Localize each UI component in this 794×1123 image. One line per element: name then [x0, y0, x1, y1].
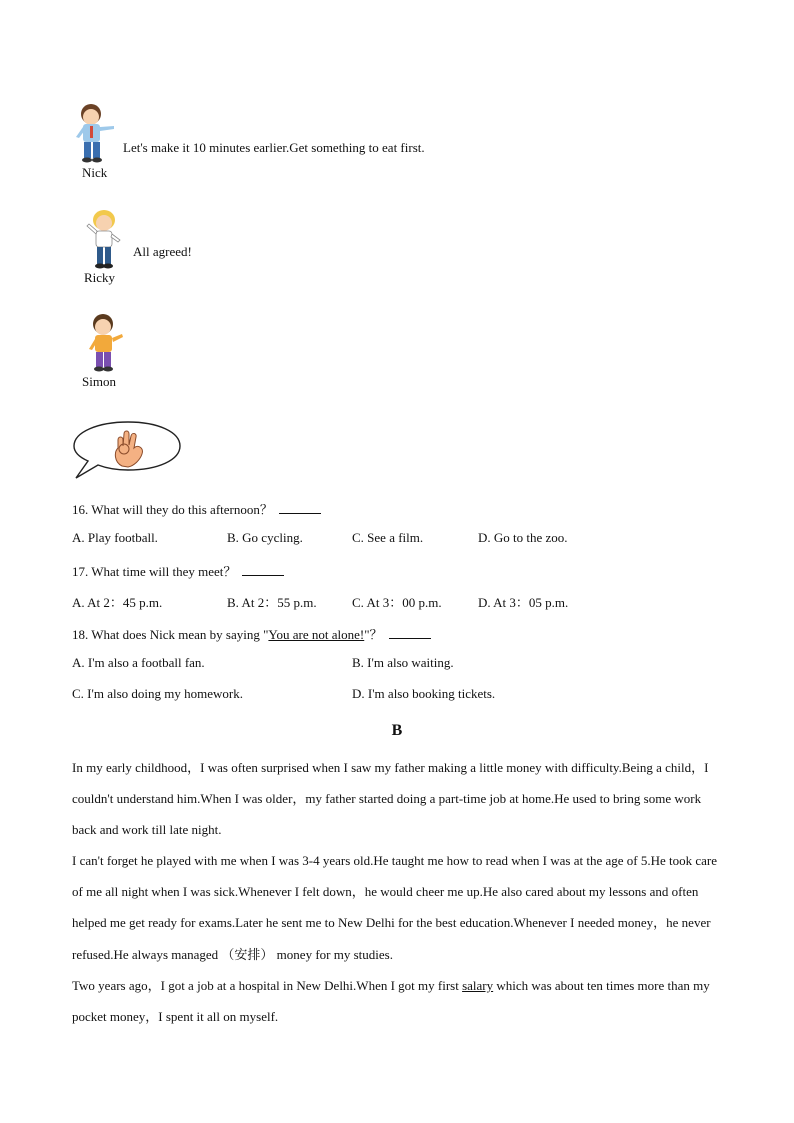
- word-salary: salary: [462, 978, 494, 993]
- nick-avatar: [74, 102, 118, 164]
- q18-option-d[interactable]: D. I'm also booking tickets.: [352, 686, 496, 701]
- question-16-label: 16. What will they do this afternoon？: [72, 502, 273, 517]
- q16-option-d[interactable]: D. Go to the zoo.: [478, 530, 568, 545]
- q16-option-c[interactable]: C. See a film.: [352, 530, 424, 545]
- nick-line: Let's make it 10 minutes earlier.Get something to eat first.: [123, 140, 425, 155]
- speaker-name-nick: Nick: [82, 165, 108, 180]
- speech-bubble: [70, 418, 186, 482]
- q17-option-d[interactable]: D. At 3：05 p.m.: [478, 595, 569, 610]
- simon-avatar: [84, 312, 126, 374]
- speaker-name-simon: Simon: [82, 374, 116, 389]
- q18-option-a[interactable]: A. I'm also a football fan.: [72, 655, 205, 670]
- passage-paragraph-2: I can't forget he played with me when I was 3-4 years old.He taught me how to read when I was at the age of 5.He took care of me all night when I was sick.Whenever I felt down，he would cheer me up.He also cared about my lessons and often helped me get ready for exams.Later he sent me to New Delhi for the best education.Whenever I needed money，he never refused.He always managed （安排） money for my studies.: [72, 853, 718, 962]
- answer-blank-17[interactable]: [242, 564, 284, 576]
- question-16: [72, 499, 321, 518]
- answer-blank-18[interactable]: [389, 627, 431, 639]
- section-title: B: [391, 722, 403, 739]
- question-17: [72, 561, 284, 580]
- q18-option-c[interactable]: C. I'm also doing my homework.: [72, 686, 243, 701]
- passage-paragraph-3-post: which was about ten times more than my pocket money，I spent it all on myself.: [72, 978, 710, 1025]
- passage-paragraph-3-pre: Two years ago，I got a job at a hospital in New Delhi.When I got my first: [72, 978, 463, 993]
- question-17-label: 17. What time will they meet？: [72, 564, 237, 579]
- q16-option-b[interactable]: B. Go cycling.: [227, 530, 303, 545]
- q16-option-a[interactable]: A. Play football.: [72, 530, 158, 545]
- passage-paragraph-3: [72, 970, 722, 1032]
- question-18-label-post: "？: [364, 627, 383, 642]
- q17-option-a[interactable]: A. At 2：45 p.m.: [72, 595, 163, 610]
- ricky-line: All agreed!: [133, 244, 192, 259]
- q17-option-b[interactable]: B. At 2：55 p.m.: [227, 595, 317, 610]
- speaker-name-ricky: Ricky: [84, 270, 116, 285]
- answer-blank-16[interactable]: [279, 502, 321, 514]
- question-18-label-pre: 18. What does Nick mean by saying ": [72, 627, 269, 642]
- passage-paragraph-1: In my early childhood，I was often surprised when I saw my father making a little money with difficulty.Being a child，I couldn't understand him.When I was older，my father started doing a part-time job at home.He used to bring some work back and work till late night.: [72, 760, 709, 838]
- q17-option-c[interactable]: C. At 3：00 p.m.: [352, 595, 442, 610]
- ricky-avatar: [84, 208, 124, 270]
- q18-option-b[interactable]: B. I'm also waiting.: [352, 655, 454, 670]
- quoted-phrase: You are not alone!: [268, 627, 365, 642]
- question-18: [72, 624, 431, 643]
